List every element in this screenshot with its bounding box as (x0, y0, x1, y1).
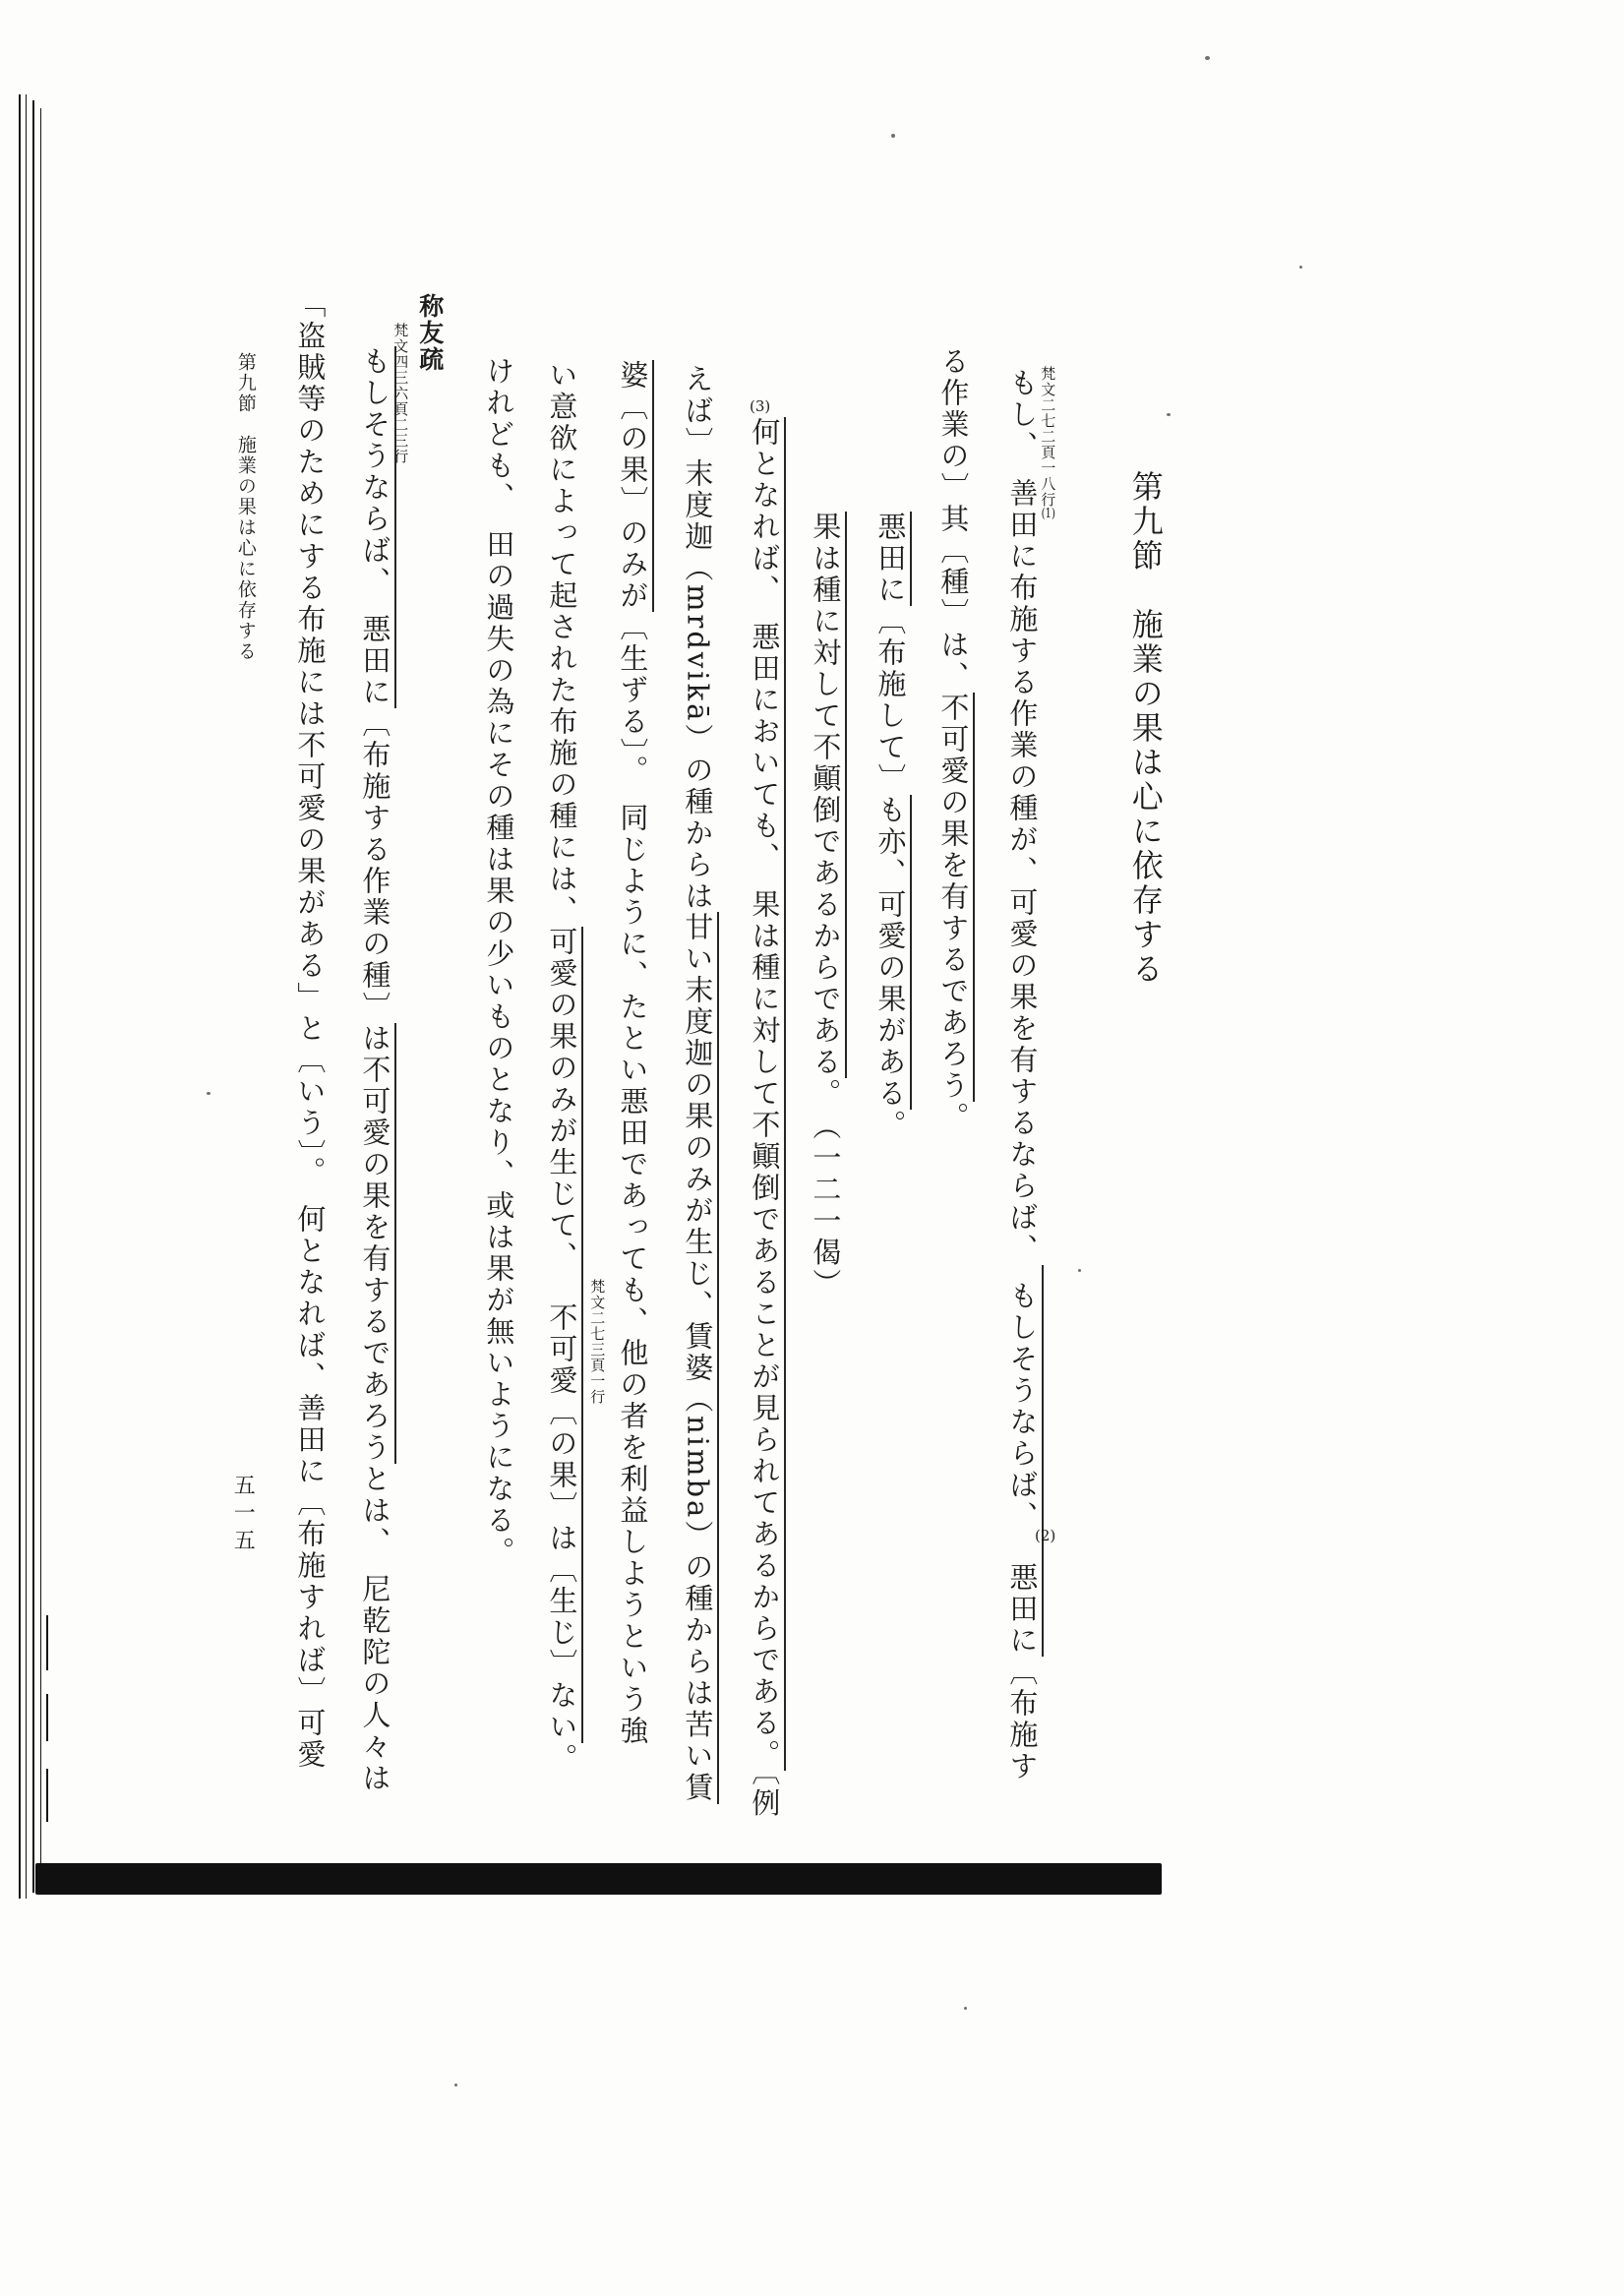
binding-dash (46, 1769, 48, 1822)
commentary-heading: 称友疏 (415, 293, 445, 373)
text-column-9 (482, 356, 514, 1568)
margin-note-sanskrit-ref-2: 梵文二七三頁一行 (588, 1279, 607, 1405)
text-segment: 。 (809, 1078, 843, 1110)
text-column-6 (681, 364, 713, 1804)
margin-note-sanskrit-ref-3: 梵文四三六頁二三行 (391, 323, 410, 464)
text-column-8 (545, 360, 577, 1775)
binding-line (40, 108, 41, 1887)
text-segment: 〔布施す (1005, 1657, 1040, 1782)
margin-note-sanskrit-ref-1 (1039, 366, 1055, 520)
scan-speck (454, 2084, 457, 2086)
text-segment: 。 (936, 1102, 971, 1133)
scan-bottom-bar (35, 1863, 1162, 1895)
page-number: 五一五 (230, 1474, 256, 1556)
text-segment: えば〕末度迦（mrdvikā）の種からは (681, 364, 715, 913)
emphasized-text: 不可愛〔の果〕は〔生じ〕ない (545, 1273, 583, 1743)
text-segment: 「盗賊等のためにする布施には不可愛の果がある」と〔いう〕。 (293, 289, 328, 1188)
section-title-text: 第九節 施業の果は心に依存する (1126, 470, 1165, 987)
scan-speck (207, 1092, 211, 1095)
scan-speck (1078, 1269, 1081, 1272)
text-segment: 。 (873, 1110, 908, 1141)
scan-speck (1167, 413, 1171, 416)
text-segment: とは、 (358, 1464, 392, 1558)
verse-number: （一二一偈） (809, 1125, 843, 1300)
text-segment: もし、 (1005, 368, 1040, 462)
text-column-2 (936, 346, 969, 1133)
emphasized-text: 何となれば、 (748, 417, 786, 606)
emphasized-text: 果は種に対して不顚倒であることが見られてあるからである。 (748, 874, 786, 1771)
text-segment: 。 (545, 1743, 579, 1775)
binding-line (19, 94, 21, 1899)
emphasized-text: も亦、可愛の果がある (873, 795, 912, 1110)
emphasized-text: 果は種に対して不顚倒であるからである (809, 512, 847, 1078)
text-segment: 尼乾陀の人々は (358, 1574, 392, 1794)
running-title: 第九節 施業の果は心に依存する (234, 352, 257, 662)
text-segment: る作業の〕其〔種〕は、 (936, 346, 971, 693)
footnote-marker-2: (2) (1035, 1527, 1056, 1544)
emphasized-text: 甘い末度迦の果のみが生じ、賃婆（nimba）の種からは苦い賃 (681, 912, 719, 1803)
emphasized-text: 悪田においても、 (748, 606, 786, 874)
text-column-11 (293, 289, 326, 1771)
text-column-1 (1005, 368, 1038, 1782)
margin-note-text: 梵文二七二頁一八行 (1039, 366, 1057, 508)
text-segment: 田の過失の為にその種は果の少いものとなり、或は果が無いようになる。 (482, 529, 516, 1568)
text-segment: 同じように、たとい悪田であっても、他の者を利益しようという強 (616, 802, 650, 1747)
text-column-7 (616, 360, 648, 1747)
text-segment: 〔布施する作業の種〕 (358, 708, 392, 1023)
scan-speck (964, 2007, 967, 2010)
footnote-marker-1: (1) (1041, 508, 1055, 520)
binding-dash (46, 1615, 48, 1670)
scan-speck (1205, 56, 1210, 60)
text-segment: い意欲によって起された布施の種には、 (545, 360, 579, 927)
emphasized-text: 悪田に (358, 598, 396, 708)
text-segment: 〔例 (748, 1771, 782, 1820)
text-column-5 (748, 417, 780, 1820)
text-column-10 (358, 346, 391, 1794)
text-segment: 善田に布施する作業の種が、可愛の果を有するならば、 (1005, 478, 1040, 1265)
emphasized-text: は不可愛の果を有するであろう (358, 1023, 396, 1464)
verse-column-1 (873, 512, 906, 1141)
binding-line (26, 94, 27, 1899)
binding-dash (46, 1694, 48, 1741)
verse-column-2 (809, 512, 841, 1300)
emphasized-text: 婆〔の果〕のみが (616, 360, 654, 612)
section-title (1127, 470, 1164, 987)
emphasized-text: もしそうならば、 (358, 346, 396, 598)
text-segment: 〔生ずる〕。 (616, 612, 650, 787)
scan-speck (1299, 266, 1302, 269)
footnote-marker-3: (3) (750, 397, 771, 415)
emphasized-text: もしそうならば、 (1005, 1265, 1044, 1533)
emphasized-text: 悪田に (1005, 1533, 1044, 1657)
emphasized-text: 不可愛の果を有するであろう (936, 693, 975, 1102)
emphasized-text: 悪田に (873, 512, 912, 606)
text-segment: 何となれば、善田に〔布施すれば〕可愛 (293, 1203, 328, 1771)
binding-line (32, 100, 34, 1893)
text-segment: 〔布施して〕 (873, 606, 908, 795)
scan-speck (891, 134, 895, 138)
text-segment: けれども、 (482, 356, 516, 514)
emphasized-text: 可愛の果のみが生じて、 (545, 927, 583, 1273)
